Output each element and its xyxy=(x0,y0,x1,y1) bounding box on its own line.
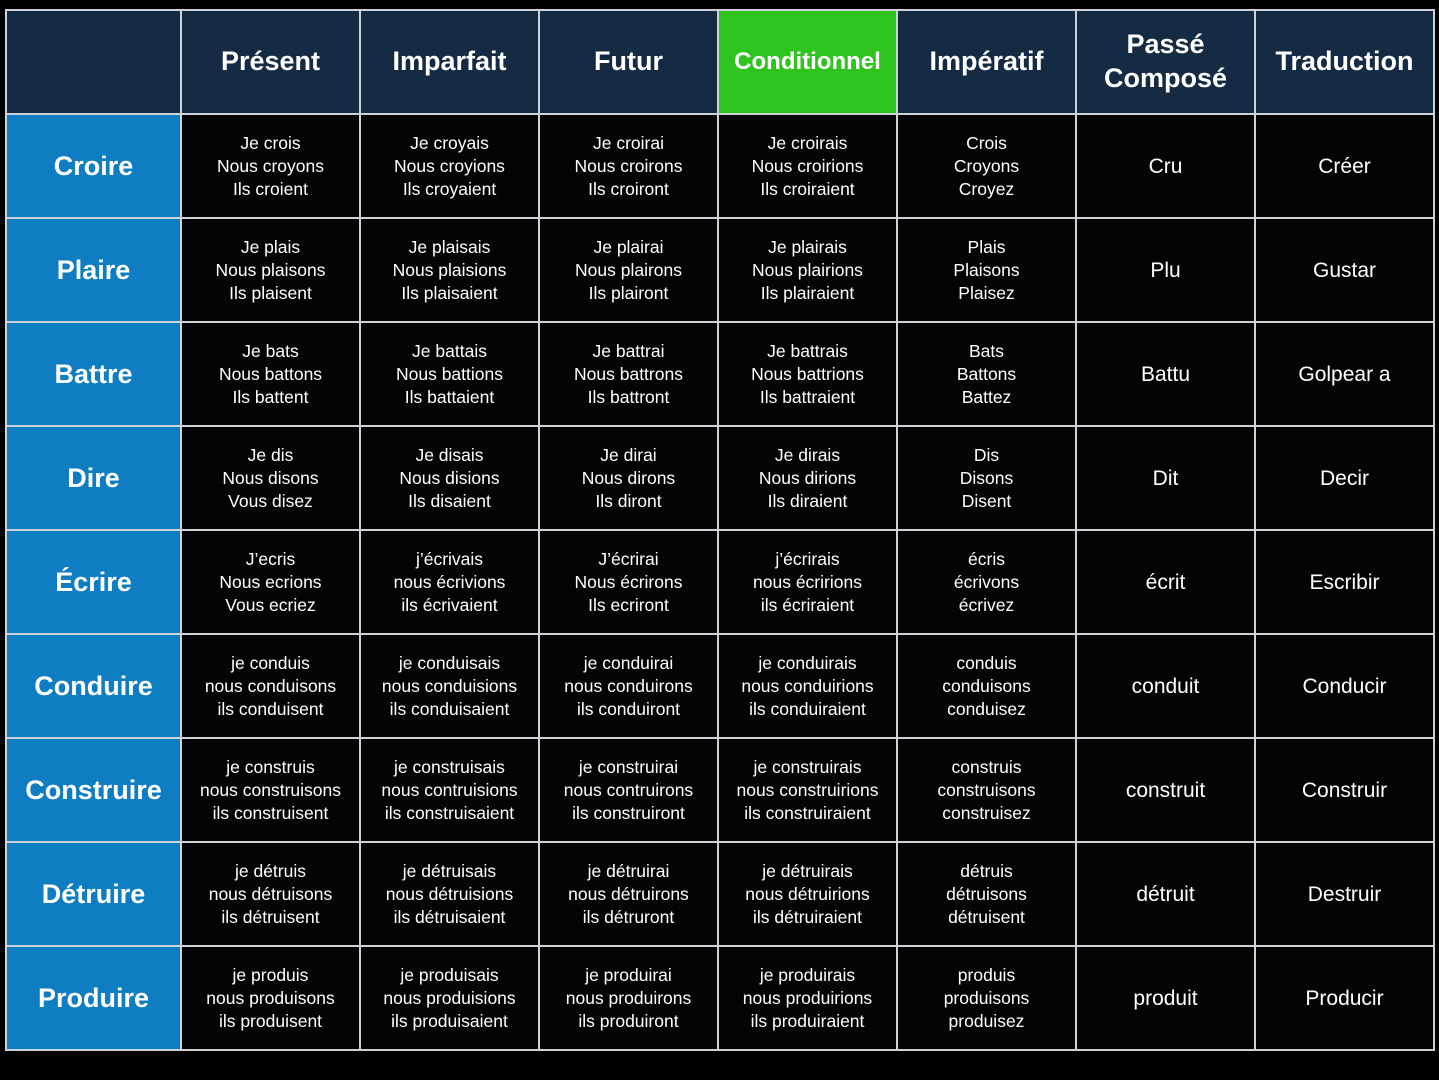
conjugation-table xyxy=(5,9,1435,1051)
cell-traduction: Escribir xyxy=(1255,530,1434,634)
cell-present xyxy=(181,738,360,842)
conjugation-line: ils détruisent xyxy=(221,906,320,927)
conjugation-line: je conduirais xyxy=(758,652,857,673)
conjugation-line: ils produiraient xyxy=(750,1010,865,1031)
conjugation-line: Ils plairaient xyxy=(760,282,855,303)
conjugation-line: Bats xyxy=(968,340,1005,361)
column-header-conditionnel: Conditionnel xyxy=(718,10,897,114)
conjugation-line: nous contruirons xyxy=(563,779,694,800)
conjugation-line: détruisent xyxy=(948,906,1025,927)
conjugation-line: ils conduiront xyxy=(576,698,681,719)
conjugation-line: écris xyxy=(968,548,1005,569)
conjugation-line: ils détruiraient xyxy=(753,906,862,927)
conjugation-line: je construis xyxy=(226,756,315,777)
cell-present xyxy=(181,114,360,218)
conjugation-line: nous détruirons xyxy=(568,883,689,904)
cell-traduction: Golpear a xyxy=(1255,322,1434,426)
cell-imperatif xyxy=(897,218,1076,322)
conjugation-line: Nous disons xyxy=(222,467,319,488)
conjugation-line: Je plais xyxy=(240,236,301,257)
cell-imperatif xyxy=(897,530,1076,634)
conjugation-line: nous détruirions xyxy=(745,883,870,904)
conjugation-line: Je croirais xyxy=(767,132,848,153)
cell-imperatif xyxy=(897,426,1076,530)
conjugation-line: je détruis xyxy=(234,860,306,881)
cell-imperatif xyxy=(897,738,1076,842)
conjugation-line: Je bats xyxy=(242,340,299,361)
column-header-verb xyxy=(6,10,181,114)
cell-present xyxy=(181,946,360,1050)
conjugation-line: Nous battrons xyxy=(574,363,683,384)
verb-row-detruire xyxy=(6,842,1434,946)
cell-passe_compose: Battu xyxy=(1076,322,1255,426)
conjugation-line: Vous disez xyxy=(228,490,313,511)
conjugation-line: conduisons xyxy=(942,675,1031,696)
cell-futur xyxy=(539,218,718,322)
cell-traduction: Producir xyxy=(1255,946,1434,1050)
cell-conditionnel xyxy=(718,946,897,1050)
cell-conditionnel xyxy=(718,218,897,322)
verb-name: Plaire xyxy=(6,218,181,322)
cell-futur xyxy=(539,426,718,530)
conjugation-line: Nous plairions xyxy=(752,259,863,280)
cell-conditionnel xyxy=(718,634,897,738)
cell-imperatif xyxy=(897,322,1076,426)
verb-row-construire xyxy=(6,738,1434,842)
conjugation-line: construisons xyxy=(937,779,1036,800)
verb-name: Construire xyxy=(6,738,181,842)
verb-name: Détruire xyxy=(6,842,181,946)
verb-row-dire xyxy=(6,426,1434,530)
cell-conditionnel xyxy=(718,426,897,530)
cell-imparfait xyxy=(360,426,539,530)
conjugation-line: je conduis xyxy=(231,652,310,673)
cell-traduction: Créer xyxy=(1255,114,1434,218)
conjugation-line: Nous croyons xyxy=(217,155,324,176)
conjugation-line: Je plairai xyxy=(593,236,664,257)
cell-imparfait xyxy=(360,322,539,426)
conjugation-line: Nous écrirons xyxy=(574,571,683,592)
conjugation-line: je produisais xyxy=(400,964,499,985)
cell-imparfait xyxy=(360,946,539,1050)
conjugation-line: Crois xyxy=(966,132,1007,153)
cell-futur xyxy=(539,114,718,218)
verb-name: Produire xyxy=(6,946,181,1050)
conjugation-line: J’ecris xyxy=(245,548,296,569)
column-header-traduction: Traduction xyxy=(1255,10,1434,114)
conjugation-line: ils conduisent xyxy=(217,698,324,719)
conjugation-line: Plais xyxy=(967,236,1006,257)
conjugation-line: J’écrirai xyxy=(598,548,659,569)
conjugation-line: Nous battons xyxy=(218,363,323,384)
cell-conditionnel xyxy=(718,322,897,426)
conjugation-line: Nous dirions xyxy=(758,467,857,488)
conjugation-line: Ils croient xyxy=(233,178,308,199)
conjugation-line: Nous battions xyxy=(395,363,503,384)
conjugation-line: ils construisaient xyxy=(384,802,515,823)
cell-conditionnel xyxy=(718,530,897,634)
cell-conditionnel xyxy=(718,738,897,842)
conjugation-line: conduisez xyxy=(947,698,1026,719)
conjugation-line: Je dis xyxy=(247,444,294,465)
conjugation-line: Je battrais xyxy=(767,340,848,361)
conjugation-line: produis xyxy=(957,964,1016,985)
conjugation-line: Nous dirons xyxy=(581,467,676,488)
conjugation-line: Je battrai xyxy=(592,340,665,361)
conjugation-line: Nous plaisions xyxy=(392,259,507,280)
cell-passe_compose: construit xyxy=(1076,738,1255,842)
conjugation-line: Nous croirons xyxy=(574,155,683,176)
cell-imperatif xyxy=(897,842,1076,946)
conjugation-line: Battons xyxy=(956,363,1017,384)
cell-passe_compose: produit xyxy=(1076,946,1255,1050)
conjugation-line: produisez xyxy=(948,1010,1025,1031)
conjugation-line: je produirai xyxy=(585,964,672,985)
conjugation-line: ils écriraient xyxy=(760,594,855,615)
conjugation-line: nous produirions xyxy=(742,987,873,1008)
conjugation-line: nous produisions xyxy=(383,987,516,1008)
conjugation-line: nous conduirons xyxy=(564,675,693,696)
cell-conditionnel xyxy=(718,114,897,218)
column-header-imperatif: Impératif xyxy=(897,10,1076,114)
conjugation-line: produisons xyxy=(943,987,1030,1008)
conjugation-line: Croyez xyxy=(958,178,1015,199)
cell-imparfait xyxy=(360,738,539,842)
verb-row-battre xyxy=(6,322,1434,426)
cell-imparfait xyxy=(360,530,539,634)
conjugation-line: j’écrivais xyxy=(415,548,484,569)
column-header-imparfait: Imparfait xyxy=(360,10,539,114)
cell-imperatif xyxy=(897,946,1076,1050)
verb-name: Dire xyxy=(6,426,181,530)
conjugation-line: je produis xyxy=(232,964,309,985)
conjugation-line: Ils battront xyxy=(587,386,670,407)
cell-imparfait xyxy=(360,634,539,738)
cell-present xyxy=(181,218,360,322)
conjugation-line: ils construiraient xyxy=(744,802,871,823)
cell-passe_compose: écrit xyxy=(1076,530,1255,634)
conjugation-line: Je crois xyxy=(240,132,301,153)
conjugation-line: Nous plairons xyxy=(575,259,682,280)
conjugation-line: je détruirai xyxy=(587,860,670,881)
conjugation-line: nous conduisons xyxy=(204,675,337,696)
column-header-futur: Futur xyxy=(539,10,718,114)
conjugation-line: nous détruisons xyxy=(208,883,333,904)
conjugation-line: Nous croyions xyxy=(394,155,505,176)
cell-conditionnel xyxy=(718,842,897,946)
conjugation-line: je construirais xyxy=(753,756,862,777)
verb-row-ecrire xyxy=(6,530,1434,634)
cell-traduction: Conducir xyxy=(1255,634,1434,738)
conjugation-line: Ils battaient xyxy=(404,386,495,407)
conjugation-line: Nous ecrions xyxy=(219,571,322,592)
conjugation-line: Nous croirions xyxy=(751,155,864,176)
conjugation-line: nous écrivions xyxy=(393,571,506,592)
conjugation-line: Nous battrions xyxy=(751,363,864,384)
conjugation-line: ils produiront xyxy=(578,1010,679,1031)
conjugation-line: construisez xyxy=(942,802,1031,823)
conjugation-line: Ils plaisaient xyxy=(401,282,498,303)
conjugation-line: ils détruront xyxy=(582,906,675,927)
conjugation-line: Ils diraient xyxy=(767,490,848,511)
conjugation-line: nous conduirions xyxy=(741,675,874,696)
conjugation-line: Nous disions xyxy=(399,467,500,488)
verb-row-plaire xyxy=(6,218,1434,322)
conjugation-line: Ils disaient xyxy=(408,490,491,511)
conjugation-line: Je plairais xyxy=(768,236,847,257)
conjugation-line: détruis xyxy=(960,860,1013,881)
conjugation-line: j’écrirais xyxy=(775,548,840,569)
conjugation-line: détruisons xyxy=(946,883,1027,904)
conjugation-line: Croyons xyxy=(953,155,1020,176)
cell-traduction: Destruir xyxy=(1255,842,1434,946)
conjugation-line: Ils croiraient xyxy=(760,178,855,199)
verb-name: Croire xyxy=(6,114,181,218)
conjugation-line: ils produisaient xyxy=(391,1010,508,1031)
cell-present xyxy=(181,530,360,634)
conjugation-line: ils écrivaient xyxy=(401,594,498,615)
conjugation-line: nous produisons xyxy=(206,987,335,1008)
conjugation-line: je détruirais xyxy=(762,860,853,881)
conjugation-line: nous construisons xyxy=(199,779,342,800)
conjugation-line: Je dirai xyxy=(600,444,657,465)
conjugation-line: Battez xyxy=(961,386,1012,407)
conjugation-line: ils détruisaient xyxy=(393,906,506,927)
cell-futur xyxy=(539,530,718,634)
cell-present xyxy=(181,634,360,738)
conjugation-line: ils produisent xyxy=(218,1010,323,1031)
conjugation-line: ils construiront xyxy=(572,802,685,823)
conjugation-line: ils conduisaient xyxy=(389,698,510,719)
cell-imparfait xyxy=(360,114,539,218)
conjugation-line: Je plaisais xyxy=(408,236,491,257)
column-header-passe_compose: Passé Composé xyxy=(1076,10,1255,114)
cell-futur xyxy=(539,322,718,426)
conjugation-line: Ils ecriront xyxy=(588,594,669,615)
table-header xyxy=(6,10,1434,114)
cell-imparfait xyxy=(360,218,539,322)
conjugation-line: Plaisons xyxy=(953,259,1020,280)
conjugation-line: Vous ecriez xyxy=(225,594,316,615)
header-row xyxy=(6,10,1434,114)
conjugation-line: Ils croiront xyxy=(588,178,669,199)
conjugation-line: Ils croyaient xyxy=(402,178,497,199)
conjugation-line: ils conduiraient xyxy=(749,698,866,719)
verb-name: Conduire xyxy=(6,634,181,738)
conjugation-line: je produirais xyxy=(759,964,856,985)
cell-passe_compose: détruit xyxy=(1076,842,1255,946)
cell-futur xyxy=(539,634,718,738)
conjugation-line: nous contruisions xyxy=(381,779,518,800)
cell-imperatif xyxy=(897,114,1076,218)
conjugation-line: ils construisent xyxy=(212,802,329,823)
conjugation-line: Je battais xyxy=(412,340,487,361)
conjugation-line: Disent xyxy=(961,490,1012,511)
cell-passe_compose: Plu xyxy=(1076,218,1255,322)
conjugation-line: Ils diront xyxy=(595,490,662,511)
conjugation-line: je construirai xyxy=(578,756,679,777)
cell-futur xyxy=(539,738,718,842)
conjugation-line: je détruisais xyxy=(402,860,497,881)
cell-traduction: Gustar xyxy=(1255,218,1434,322)
cell-imperatif xyxy=(897,634,1076,738)
cell-passe_compose: conduit xyxy=(1076,634,1255,738)
conjugation-line: nous écririons xyxy=(753,571,862,592)
verb-row-conduire xyxy=(6,634,1434,738)
verb-row-produire xyxy=(6,946,1434,1050)
conjugation-line: nous produirons xyxy=(565,987,692,1008)
conjugation-line: Je disais xyxy=(415,444,484,465)
conjugation-line: écrivons xyxy=(953,571,1020,592)
conjugation-line: Je dirais xyxy=(774,444,841,465)
table-body xyxy=(6,114,1434,1050)
cell-futur xyxy=(539,946,718,1050)
verb-row-croire xyxy=(6,114,1434,218)
conjugation-line: écrivez xyxy=(958,594,1015,615)
cell-present xyxy=(181,322,360,426)
conjugation-line: Je croirai xyxy=(593,132,664,153)
conjugation-line: je conduisais xyxy=(398,652,501,673)
conjugation-line: Ils plairont xyxy=(588,282,669,303)
cell-passe_compose: Dit xyxy=(1076,426,1255,530)
cell-present xyxy=(181,426,360,530)
verb-name: Écrire xyxy=(6,530,181,634)
cell-imparfait xyxy=(360,842,539,946)
conjugation-line: conduis xyxy=(956,652,1017,673)
conjugation-line: nous conduisions xyxy=(381,675,518,696)
conjugation-line: Nous plaisons xyxy=(215,259,326,280)
column-header-present: Présent xyxy=(181,10,360,114)
conjugation-line: Ils plaisent xyxy=(229,282,312,303)
cell-present xyxy=(181,842,360,946)
cell-traduction: Decir xyxy=(1255,426,1434,530)
conjugation-line: nous détruisions xyxy=(385,883,514,904)
conjugation-line: Plaisez xyxy=(958,282,1015,303)
conjugation-line: Disons xyxy=(959,467,1014,488)
cell-futur xyxy=(539,842,718,946)
verb-name: Battre xyxy=(6,322,181,426)
conjugation-line: nous construirions xyxy=(736,779,879,800)
conjugation-line: Ils battraient xyxy=(759,386,856,407)
conjugation-line: construis xyxy=(951,756,1022,777)
conjugation-line: je construisais xyxy=(394,756,505,777)
conjugation-line: Ils battent xyxy=(232,386,309,407)
conjugation-table-wrap xyxy=(5,9,1435,1051)
conjugation-line: Je croyais xyxy=(410,132,489,153)
cell-traduction: Construir xyxy=(1255,738,1434,842)
cell-passe_compose: Cru xyxy=(1076,114,1255,218)
conjugation-line: Dis xyxy=(973,444,1000,465)
conjugation-line: je conduirai xyxy=(583,652,674,673)
